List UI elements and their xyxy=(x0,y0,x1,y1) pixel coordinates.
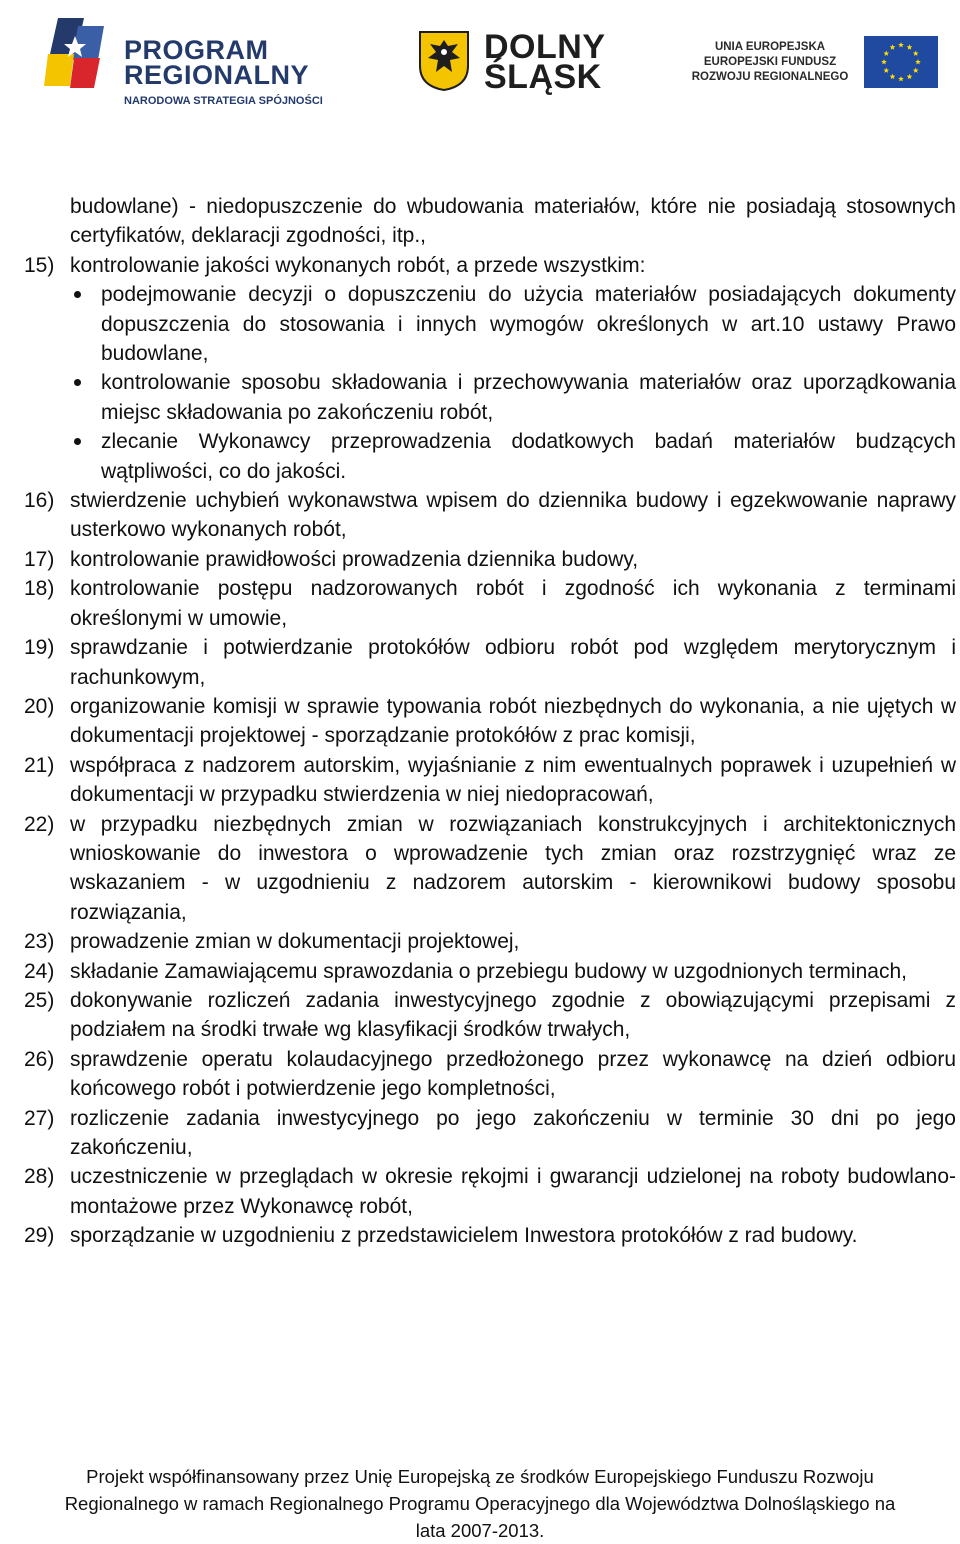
list-item-text: sprawdzenie operatu kolaudacyjnego przedłożonego przez wykonawcę na dzień odbioru końcowego robót i potwierdzenie jego kompletności, xyxy=(70,1047,956,1101)
list-item-number: 27) xyxy=(24,1106,55,1130)
list-item-text: kontrolowanie prawidłowości prowadzenia dziennika budowy, xyxy=(70,547,639,571)
list-item-number: 20) xyxy=(24,694,55,718)
list-item xyxy=(24,633,956,692)
list-item-number: 16) xyxy=(24,489,55,513)
funding-footer xyxy=(0,1463,960,1544)
list-item xyxy=(24,692,956,751)
list-item-number: 29) xyxy=(24,1224,55,1248)
footer-line2: Regionalnego w ramach Regionalnego Programu Operacyjnego dla Województwa Dolnośląskiego na xyxy=(64,1493,896,1514)
region-logo-line2: ŚLĄSK xyxy=(484,58,602,96)
list-item-text: sporządzanie w uzgodnieniu z przedstawicielem Inwestora protokółów z rad budowy. xyxy=(70,1224,858,1248)
program-regionalny-mark-icon xyxy=(44,14,106,90)
list-item-number: 26) xyxy=(24,1047,55,1071)
program-regionalny-wordmark xyxy=(124,35,323,108)
list-item xyxy=(24,251,956,280)
bullet-dot-icon xyxy=(74,379,81,386)
footer-line1: Projekt współfinansowany przez Unię Europejską ze środków Europejskiego Funduszu Rozwoju xyxy=(86,1466,874,1487)
program-logo-line1: PROGRAM xyxy=(124,35,269,65)
list-item-text: składanie Zamawiającemu sprawozdania o przebiegu budowy w uzgodnionych terminach, xyxy=(70,959,907,983)
eu-logo-line1: UNIA EUROPEJSKA xyxy=(714,41,826,53)
list-item xyxy=(24,545,956,574)
bullet-list xyxy=(24,280,956,486)
list-item-text: organizowanie komisji w sprawie typowania robót niezbędnych do wykonania, a nie ujętych w dokumentacji projektowej - sporządzanie protokółów z prac komisji, xyxy=(70,694,956,748)
list-item xyxy=(24,1045,956,1104)
intro-line: budowlane) - niedopuszczenie do wbudowania materiałów, które nie posiadają stosownych certyfikatów, deklaracji zgodności, itp., xyxy=(70,195,956,248)
list-item xyxy=(24,574,956,633)
list-item-text: kontrolowanie postępu nadzorowanych robót i zgodność ich wykonania z terminami określonymi w umowie, xyxy=(70,577,956,630)
list-item-text: współpraca z nadzorem autorskim, wyjaśnianie z nim ewentualnych poprawek i uzupełnień w dokumentacji w przypadku stwierdzenia w niej niedopracowań, xyxy=(70,753,956,807)
program-logo-line2: REGIONALNY xyxy=(124,60,310,90)
bullet-item-text: kontrolowanie sposobu składowania i przechowywania materiałów oraz uporządkowania miejsc składowania po zakończeniu robót, xyxy=(101,371,956,424)
list-item-text: prowadzenie zmian w dokumentacji projektowej, xyxy=(70,930,520,954)
bullet-item xyxy=(24,368,956,427)
list-item-number: 22) xyxy=(24,812,55,836)
list-item xyxy=(24,751,956,810)
eu-fund-wordmark xyxy=(680,40,860,85)
list-item-number: 15) xyxy=(24,253,55,277)
bullet-dot-icon xyxy=(74,438,81,445)
list-item xyxy=(24,1104,956,1163)
list-item-number: 28) xyxy=(24,1165,55,1189)
list-item xyxy=(24,957,956,986)
bullet-item-text: zlecanie Wykonawcy przeprowadzenia dodatkowych badań materiałów budzących wątpliwości, co do jakości. xyxy=(101,430,956,483)
list-item xyxy=(24,1162,956,1221)
eu-logo-line2: EUROPEJSKI FUNDUSZ xyxy=(703,56,837,68)
list-item xyxy=(24,810,956,928)
list-item xyxy=(24,1221,956,1250)
list-item-number: 21) xyxy=(24,753,55,777)
eagle-crest-icon xyxy=(418,30,470,92)
footer-line3: lata 2007-2013. xyxy=(415,1520,545,1541)
bullet-item xyxy=(24,280,956,368)
document-body xyxy=(24,192,956,1251)
program-logo-line3: NARODOWA STRATEGIA SPÓJNOŚCI xyxy=(124,95,323,107)
list-item-number: 18) xyxy=(24,577,55,601)
eu-logo-line3: ROZWOJU REGIONALNEGO xyxy=(691,71,849,83)
list-item-number: 19) xyxy=(24,636,55,660)
header-logo-bar xyxy=(0,0,960,120)
list-item-text: sprawdzanie i potwierdzanie protokółów odbioru robót pod względem merytorycznym i rachunkowym, xyxy=(70,636,956,689)
region-logo-line1: DOLNY xyxy=(484,28,606,66)
eu-flag-icon xyxy=(864,36,938,88)
list-item xyxy=(24,486,956,545)
dolny-slask-wordmark xyxy=(484,28,606,96)
list-item-number: 24) xyxy=(24,959,55,983)
list-item xyxy=(24,986,956,1045)
bullet-item xyxy=(24,427,956,486)
list-item-text: uczestniczenie w przeglądach w okresie rękojmi i gwarancji udzielonej na roboty budowlano-montażowe przez Wykonawcę robót, xyxy=(70,1165,956,1218)
duties-list xyxy=(24,251,956,1251)
list-item-text: rozliczenie zadania inwestycyjnego po jego zakończeniu w terminie 30 dni po jego zakończeniu, xyxy=(70,1106,956,1159)
list-item-text: stwierdzenie uchybień wykonawstwa wpisem do dziennika budowy i egzekwowanie naprawy usterkowo wykonanych robót, xyxy=(70,489,956,542)
bullet-dot-icon xyxy=(74,291,81,298)
intro-continuation xyxy=(24,192,956,251)
list-item-number: 23) xyxy=(24,930,55,954)
list-item-number: 17) xyxy=(24,547,55,571)
list-item-text: w przypadku niezbędnych zmian w rozwiązaniach konstrukcyjnych i architektonicznych wnioskowanie do inwestora o wprowadzenie tych zmian oraz rozstrzygnięć wraz ze wskazaniem - w uzgodnieniu z nadzorem autorskim - kierownikowi budowy sposobu rozwiązania, xyxy=(70,812,956,924)
list-item-text: kontrolowanie jakości wykonanych robót, a przede wszystkim: xyxy=(70,253,646,277)
list-item-text: dokonywanie rozliczeń zadania inwestycyjnego zgodnie z obowiązującymi przepisami z podziałem na środki trwałe wg klasyfikacji środków trwałych, xyxy=(70,988,956,1042)
list-item-number: 25) xyxy=(24,988,55,1012)
bullet-item-text: podejmowanie decyzji o dopuszczeniu do użycia materiałów posiadających dokumenty dopuszczenia do stosowania i innych wymogów określonych w art.10 ustawy Prawo budowlane, xyxy=(101,283,956,366)
list-item xyxy=(24,927,956,956)
